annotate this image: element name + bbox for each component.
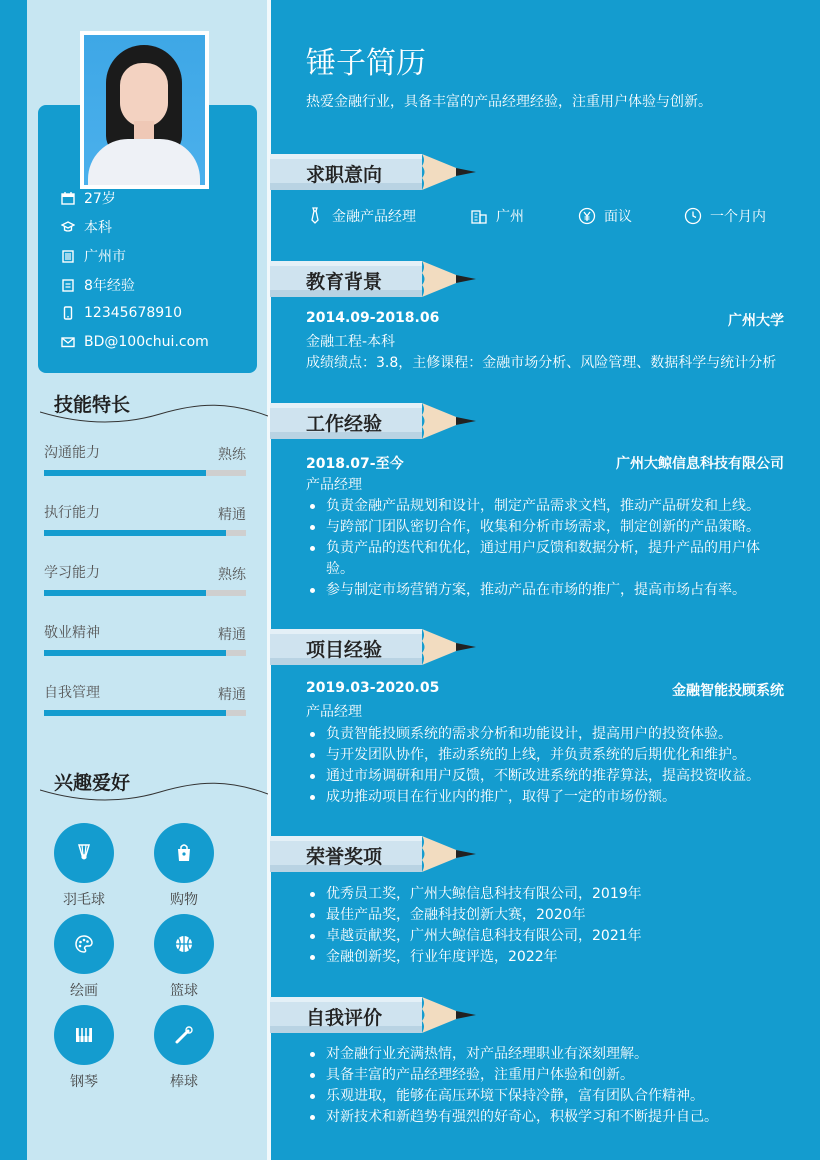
skill-level: 熟练: [218, 447, 246, 463]
list-item: 与开发团队协作，推动系统的上线，并负责系统的后期优化和维护。: [306, 745, 784, 766]
hobby-basketball: [154, 914, 214, 1000]
tie-icon: [306, 207, 324, 225]
skill-bar-track: [44, 470, 246, 476]
info-email: [60, 332, 209, 352]
skill-level: 精通: [218, 627, 246, 643]
list-item: 负责金融产品规划和设计，制定产品需求文档，推动产品研发和上线。: [306, 496, 784, 517]
hobby-piano: [54, 1005, 114, 1091]
hobby-label: 篮球: [170, 983, 198, 999]
skill-level: 精通: [218, 687, 246, 703]
section-header-self: [270, 995, 480, 1035]
hobby-label: 棒球: [170, 1074, 198, 1090]
intent-city: [470, 206, 524, 226]
section-title: 自我评价: [306, 1007, 383, 1029]
hobby-baseball: [154, 1005, 214, 1091]
education-major: 金融工程-本科: [306, 334, 396, 350]
list-item: 对金融行业充满热情，对产品经理职业有深刻理解。: [306, 1044, 784, 1065]
city-text: 广州市: [84, 249, 126, 265]
phone-text: 12345678910: [84, 305, 182, 321]
calendar-icon: [60, 190, 76, 206]
intent-availability: [684, 206, 766, 226]
hobby-label: 购物: [170, 892, 198, 908]
list-item: 负责智能投顾系统的需求分析和功能设计，提高用户的投资体验。: [306, 724, 784, 745]
list-item: 成功推动项目在行业内的推广，取得了一定的市场份额。: [306, 787, 784, 808]
clock-icon: [684, 207, 702, 225]
education-date: 2014.09-2018.06: [306, 310, 440, 326]
skill-bar-fill: [44, 470, 206, 476]
skill-level: 熟练: [218, 567, 246, 583]
project-role: 产品经理: [306, 704, 362, 720]
basketball-icon: [154, 914, 214, 974]
skills-title: 技能特长: [54, 394, 131, 416]
list-item: 最佳产品奖，金融科技创新大赛，2020年: [306, 905, 784, 926]
experience-text: 8年经验: [84, 278, 135, 294]
info-degree: [60, 217, 112, 237]
skill-bar-track: [44, 590, 246, 596]
section-header-honors: [270, 834, 480, 874]
hobby-label: 羽毛球: [63, 892, 105, 908]
hobby-label: 钢琴: [70, 1074, 98, 1090]
skill-name: 敬业精神: [44, 625, 100, 641]
list-item: 卓越贡献奖，广州大鲸信息科技有限公司，2021年: [306, 926, 784, 947]
list-item: 金融创新奖，行业年度评选，2022年: [306, 947, 784, 968]
list-item: 负责产品的迭代和优化，通过用户反馈和数据分析，提升产品的用户体验。: [306, 538, 784, 580]
list-item: 具备丰富的产品经理经验，注重用户体验和创新。: [306, 1065, 784, 1086]
list-item: 通过市场调研和用户反馈，不断改进系统的推荐算法，提高投资收益。: [306, 766, 784, 787]
section-title: 荣誉奖项: [306, 846, 383, 868]
hobby-shopping: [154, 823, 214, 909]
list-item: 乐观进取，能够在高压环境下保持冷静，富有团队合作精神。: [306, 1086, 784, 1107]
skill-name: 执行能力: [44, 505, 100, 521]
piano-icon: [54, 1005, 114, 1065]
skill-name: 学习能力: [44, 565, 100, 581]
hobbies-title: 兴趣爱好: [54, 772, 131, 794]
palette-icon: [54, 914, 114, 974]
yen-icon: [578, 207, 596, 225]
list-item: 参与制定市场营销方案，推动产品在市场的推广，提高市场占有率。: [306, 580, 784, 601]
self-eval-list: [306, 1044, 784, 1128]
info-phone: [60, 303, 182, 323]
section-header-project: [270, 627, 480, 667]
project-bullets: [306, 724, 784, 808]
hobby-painting: [54, 914, 114, 1000]
work-company: 广州大鲸信息科技有限公司: [616, 456, 784, 472]
list-item: 优秀员工奖，广州大鲸信息科技有限公司，2019年: [306, 884, 784, 905]
hobby-badminton: [54, 823, 114, 909]
section-header-education: [270, 259, 480, 299]
skill-bar-track: [44, 650, 246, 656]
intent-city-text: 广州: [496, 209, 524, 225]
section-header-work: [270, 401, 480, 441]
section-title: 教育背景: [306, 271, 383, 293]
hobby-label: 绘画: [70, 983, 98, 999]
section-header-intent: [270, 152, 480, 192]
intent-salary-text: 面议: [604, 209, 632, 225]
intent-position-text: 金融产品经理: [332, 209, 416, 225]
mobile-phone-icon: [60, 305, 76, 321]
skill-name: 沟通能力: [44, 445, 100, 461]
resume-name: 锤子简历: [306, 46, 426, 81]
building-icon: [60, 248, 76, 264]
skills-divider: [40, 404, 268, 426]
info-city: [60, 246, 126, 266]
project-date: 2019.03-2020.05: [306, 680, 440, 696]
intent-salary: [578, 206, 632, 226]
age-text: 27岁: [84, 191, 116, 207]
graduation-cap-icon: [60, 219, 76, 235]
skill-bar-fill: [44, 650, 226, 656]
clipboard-icon: [60, 277, 76, 293]
degree-text: 本科: [84, 220, 112, 236]
shuttlecock-icon: [54, 823, 114, 883]
skill-level: 精通: [218, 507, 246, 523]
section-title: 项目经验: [306, 639, 383, 661]
profile-photo: [80, 31, 209, 189]
intent-position: [306, 206, 416, 226]
email-text: BD@100chui.com: [84, 334, 209, 350]
intent-availability-text: 一个月内: [710, 209, 766, 225]
work-bullets: [306, 496, 784, 601]
skill-bar-fill: [44, 530, 226, 536]
skill-bar-fill: [44, 590, 206, 596]
info-experience: [60, 275, 135, 295]
info-age: [60, 188, 116, 208]
project-name: 金融智能投顾系统: [672, 683, 784, 699]
skill-bar-track: [44, 710, 246, 716]
skill-name: 自我管理: [44, 685, 100, 701]
envelope-icon: [60, 334, 76, 350]
list-item: 与跨部门团队密切合作，收集和分析市场需求，制定创新的产品策略。: [306, 517, 784, 538]
building-icon: [470, 207, 488, 225]
education-detail: 成绩绩点：3.8，主修课程：金融市场分析、风险管理、数据科学与统计分析: [306, 355, 777, 371]
baseball-icon: [154, 1005, 214, 1065]
work-role: 产品经理: [306, 477, 362, 493]
resume-summary: 热爱金融行业，具备丰富的产品经理经验，注重用户体验与创新。: [306, 94, 712, 110]
skill-bar-fill: [44, 710, 226, 716]
section-title: 工作经验: [306, 413, 383, 435]
hobbies-divider: [40, 782, 268, 804]
work-date: 2018.07-至今: [306, 456, 404, 472]
shopping-bag-icon: [154, 823, 214, 883]
section-title: 求职意向: [306, 164, 383, 186]
education-school: 广州大学: [728, 313, 784, 329]
list-item: 对新技术和新趋势有强烈的好奇心，积极学习和不断提升自己。: [306, 1107, 784, 1128]
honors-list: [306, 884, 784, 968]
skill-bar-track: [44, 530, 246, 536]
